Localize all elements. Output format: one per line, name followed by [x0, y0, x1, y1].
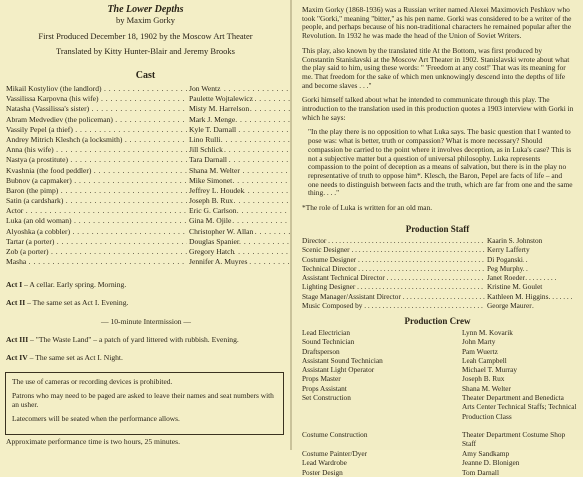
- crew-role: Set Construction: [302, 393, 351, 403]
- crew-row: [302, 328, 577, 337]
- crew-row: [302, 468, 577, 477]
- act-description: – "The Waste Land" – a patch of yard littered with rubbish. Evening.: [28, 335, 239, 344]
- staff-role: Stage Manager/Assistant Director . . .: [302, 292, 486, 301]
- cast-actor: Christopher W. Allan: [189, 226, 254, 236]
- crew-row: [302, 356, 577, 365]
- performance-time: Approximate performance time is two hours, 25 minutes.: [6, 437, 180, 446]
- production-staff-heading: Production Staff: [405, 224, 470, 234]
- staff-row: [302, 301, 577, 310]
- production-staff-list: [302, 236, 577, 310]
- gorki-intent: Gorki himself talked about what he intended to communicate through this play. The introduction to the translation used in this production quotes a 1903 interview with Gorki in which he says:: [302, 95, 574, 122]
- cast-role: Natasha (Vassilissa's sister) . . .: [6, 104, 194, 114]
- cast-row: [6, 196, 286, 206]
- cast-row: [6, 227, 286, 237]
- cast-row: [6, 166, 286, 176]
- act-description: – A cellar. Early spring. Morning.: [22, 280, 127, 289]
- act-1: [6, 280, 126, 289]
- crew-role: Assistant Light Operator: [302, 365, 375, 375]
- crew-row: [302, 365, 577, 374]
- staff-name: Kathleen M. Higgins: [487, 291, 549, 301]
- staff-role: Technical Director . . .: [302, 264, 486, 273]
- crew-name: Tom Darnall: [462, 467, 499, 477]
- cast-role: Baron (the pimp) . . .: [6, 186, 194, 196]
- author-bio: Maxim Gorky (1868-1936) was a Russian writer named Alexei Maximovich Peshkov who took "Gorki," meaning "bitter," as his pen name. Gorki was considered to be a writer of the people, and perhaps because of his non-traditional characters he remained popular after the Revolution. In 1932 he was made the head of the Union of Soviet Writers.: [302, 5, 572, 41]
- staff-row: [302, 292, 577, 301]
- crew-row: [302, 374, 577, 383]
- cast-row: [6, 104, 286, 114]
- cast-list: [6, 84, 286, 267]
- cast-row: [6, 206, 286, 216]
- crew-name: Theater Department Costume Shop Staff: [462, 430, 566, 449]
- staff-name: Janet Roeder: [487, 273, 525, 283]
- cast-row: [6, 84, 286, 94]
- cast-actor: Kyle T. Darnall: [189, 124, 237, 134]
- audience-notice-box: [5, 372, 284, 435]
- cast-actor: Misty M. Harrelson: [189, 104, 250, 114]
- right-page: [292, 0, 583, 477]
- staff-row: [302, 236, 577, 245]
- cast-actor: Gina M. Ojile: [189, 216, 232, 226]
- act-2: [6, 298, 128, 307]
- luka-footnote: *The role of Luka is written for an old man.: [302, 203, 433, 213]
- cast-actor: Mike Simonet: [189, 175, 233, 185]
- cast-row: [6, 216, 286, 226]
- act-3: [6, 335, 239, 344]
- cast-role: Actor . . .: [6, 206, 194, 216]
- crew-row: [302, 393, 577, 430]
- crew-role: Sound Technician: [302, 337, 355, 347]
- cast-row: [6, 257, 286, 267]
- staff-role: Scenic Designer . . .: [302, 245, 486, 254]
- cast-role: Satin (a cardshark) . . .: [6, 196, 194, 206]
- act-label: Act I: [6, 280, 23, 289]
- production-crew-heading: Production Crew: [404, 316, 471, 326]
- staff-row: [302, 264, 577, 273]
- left-page: [0, 0, 291, 450]
- act-label: Act IV: [6, 353, 28, 362]
- crew-name: Theater Department and Benedicta Arts Center Technical Staffs; Technical Production Class: [462, 393, 577, 421]
- crew-name: Shana M. Welter: [462, 383, 511, 393]
- staff-name: Kaarin S. Johnston: [487, 236, 543, 245]
- crew-name: Amy Sandkamp: [462, 449, 510, 459]
- cast-role: Alyoshka (a cobbler) . . .: [6, 227, 194, 237]
- latecomer-notice: Latecomers will be seated when the performance allows.: [12, 414, 180, 423]
- crew-role: Lead Electrician: [302, 328, 351, 337]
- cast-role: Andrey Mitrich Kleshch (a locksmith) . . .: [6, 135, 194, 145]
- cast-row: [6, 186, 286, 196]
- cast-row: [6, 115, 286, 125]
- translators-line: Translated by Kitty Hunter-Blair and Jeremy Brooks: [56, 46, 235, 56]
- cast-role: Bubnov (a capmaker) . . .: [6, 176, 194, 186]
- crew-name: Pam Wuertz: [462, 346, 498, 356]
- cast-role: Zob (a porter) . . .: [6, 247, 194, 257]
- crew-name: Leah Campbell: [462, 355, 507, 365]
- cast-role: Vassily Pepel (a thief) . . .: [6, 125, 194, 135]
- cast-role: Nastya (a prostitute) . . .: [6, 155, 194, 165]
- crew-role: Poster Design: [302, 467, 343, 477]
- staff-role: Lighting Designer . . .: [302, 282, 486, 291]
- cast-actor: Joseph B. Rux: [189, 196, 234, 206]
- staff-role: Music Composed by . . .: [302, 301, 486, 310]
- crew-name: Joseph B. Rux: [462, 374, 505, 384]
- paging-notice: Patrons who may need to be paged are asked to leave their names and seat numbers with an usher.: [12, 391, 274, 409]
- cast-row: [6, 237, 286, 247]
- crew-row: [302, 458, 577, 467]
- cast-actor: Lino Rulli: [189, 134, 221, 144]
- staff-name: Di Poganski: [487, 254, 523, 264]
- cast-actor: Gregory Hatch: [189, 247, 235, 256]
- crew-role: Props Master: [302, 374, 341, 384]
- cast-actor: Shana M. Welter: [189, 165, 240, 175]
- cast-actor: Jon Wentz: [189, 84, 221, 93]
- staff-row: [302, 273, 577, 282]
- cast-role: Anna (his wife) . . .: [6, 145, 194, 155]
- crew-role: Costume Painter/Dyer: [302, 449, 368, 459]
- play-title: The Lower Depths: [107, 4, 184, 15]
- gorki-quote: "In the play there is no opposition to what Luka says. The basic question that I wanted to pose was: what is better, truth or compassion? What is more necessary? Should compassion be carried to the point where it involves deception, as in Luka's case? This is not a subjective matter but a question of universal philosophy. Luka represents compassion to the point of deception as a means of salvation, but there is in the play no representative of truth to oppose him*. Klesch, the Baron, Pepel are facts of life – and one needs to distinguish between facts and the truth, which are far from one and the same thing. . . .": [308, 127, 573, 198]
- crew-role: Draftsperson: [302, 346, 340, 356]
- crew-row: [302, 347, 577, 356]
- cast-actor: Jeffrey L. Houdek: [189, 185, 245, 195]
- crew-row: [302, 337, 577, 346]
- cast-actor: Eric G. Carlson: [189, 206, 237, 216]
- cast-actor: Paulette Wojtalewicz: [189, 94, 253, 104]
- staff-role: Assistant Technical Director . . .: [302, 273, 486, 282]
- act-label: Act III: [6, 335, 29, 344]
- crew-row: [302, 430, 577, 449]
- cast-role: Kvashnia (the food peddler) . . .: [6, 166, 194, 176]
- cast-row: [6, 94, 286, 104]
- staff-row: [302, 282, 577, 291]
- act-4: [6, 353, 123, 362]
- staff-name: George Maurer: [487, 301, 532, 311]
- crew-name: Michael T. Murray: [462, 365, 518, 375]
- act-description: – The same set as Act I. Night.: [27, 353, 123, 362]
- intermission-line: — 10-minute Intermission —: [100, 317, 192, 326]
- cast-actor: Jennifer A. Muyres: [189, 257, 248, 267]
- cast-role: Mikail Kostyliov (the landlord) . . .: [6, 84, 194, 94]
- act-label: Act II: [6, 298, 26, 307]
- crew-row: [302, 449, 577, 458]
- play-history: This play, also known by the translated title At the Bottom, was first produced by Constantin Stanislavski at the Moscow Art Theater in 1902. Stanislavski wrote about what the play said to him, using these words: " 'Freedom at any cost!' That was its meaning for me. That freedom for the sake of which men unknowingly descend into the depths of life and become slaves . . .": [302, 45, 570, 90]
- cast-role: Luka (an old woman) . . .: [6, 216, 194, 226]
- crew-name: John Marty: [462, 337, 496, 347]
- cast-actor: Mark J. Menge: [189, 114, 236, 124]
- act-description: – The same set as Act I. Evening.: [25, 298, 129, 307]
- crew-row: [302, 384, 577, 393]
- first-produced-line: First Produced December 18, 1902 by the Moscow Art Theater: [38, 31, 253, 41]
- camera-notice: The use of cameras or recording devices is prohibited.: [12, 377, 173, 386]
- cast-role: Vassilissa Karpovna (his wife) . . .: [6, 94, 194, 104]
- cast-actor: Tara Darnall: [189, 155, 228, 165]
- cast-role: Tartar (a porter) . . .: [6, 237, 194, 247]
- crew-name: Lynn M. Kovarik: [462, 328, 513, 337]
- cast-role: Masha . . .: [6, 257, 194, 267]
- cast-actor: Douglas Spanier: [189, 236, 240, 246]
- crew-role: Assistant Sound Technician: [302, 355, 383, 365]
- crew-role: Lead Wardrobe: [302, 458, 347, 468]
- cast-row: [6, 145, 286, 155]
- cast-row: [6, 176, 286, 186]
- staff-name: Kristine M. Goulet: [487, 282, 543, 292]
- cast-heading: Cast: [135, 70, 156, 81]
- staff-row: [302, 255, 577, 264]
- cast-row: [6, 135, 286, 145]
- staff-role: Costume Designer . . .: [302, 255, 486, 264]
- cast-row: [6, 155, 286, 165]
- program-notes: [302, 6, 574, 219]
- cast-row: [6, 247, 286, 257]
- crew-role: Props Assistant: [302, 383, 347, 393]
- cast-actor: Jill Schlick: [189, 145, 223, 155]
- cast-role: Abram Medvediev (the policeman) . . .: [6, 115, 194, 125]
- play-author: by Maxim Gorky: [115, 15, 176, 25]
- cast-row: [6, 125, 286, 135]
- staff-role: Director . . .: [302, 236, 486, 245]
- crew-name: Jeanne D. Blonigen: [462, 458, 520, 468]
- crew-role: Costume Construction: [302, 430, 368, 440]
- staff-name: Kerry Lafferty: [487, 245, 530, 255]
- staff-row: [302, 245, 577, 254]
- staff-name: Peg Murphy: [487, 263, 524, 273]
- production-crew-list: [302, 328, 577, 477]
